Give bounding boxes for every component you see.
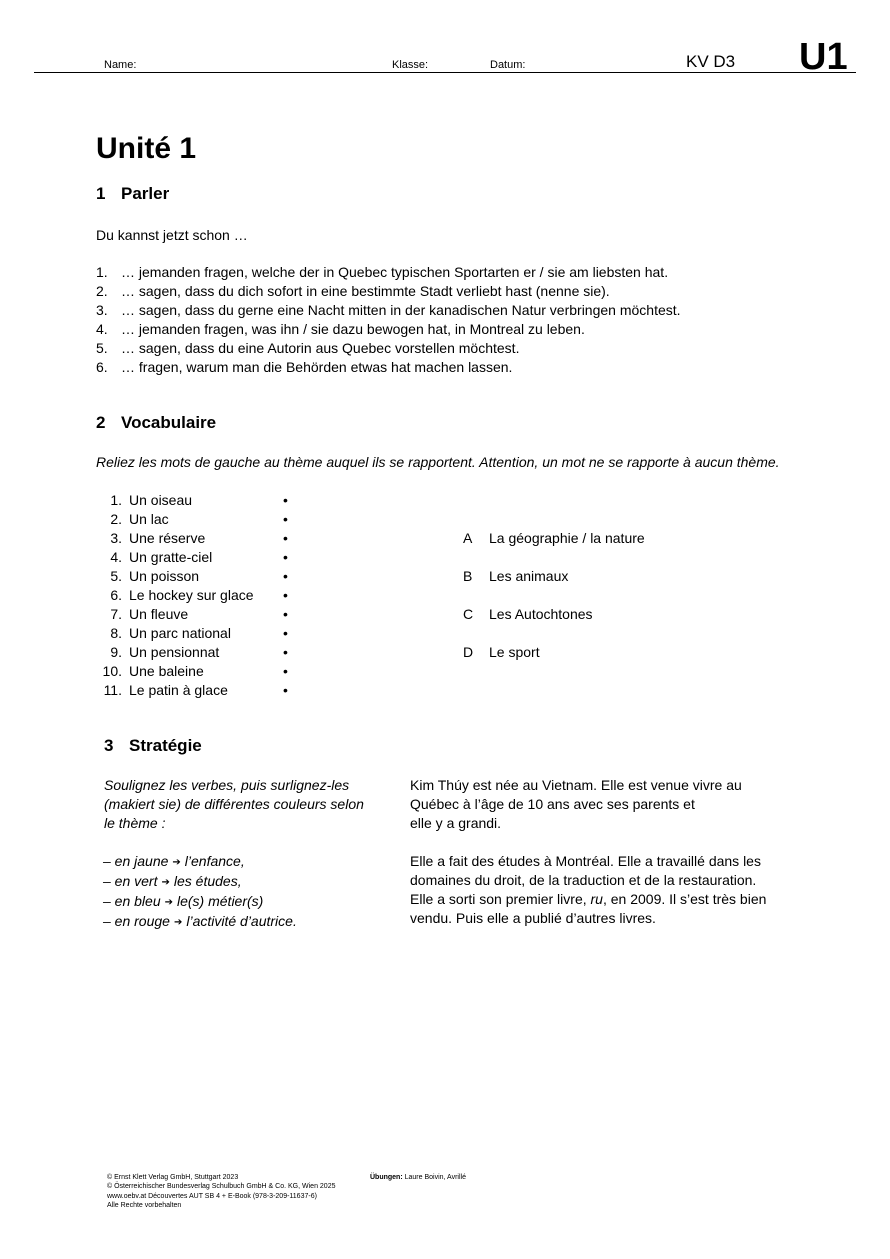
match-bullet[interactable]: • — [283, 663, 288, 679]
arrow-right-icon: ➔ — [161, 877, 170, 888]
vocab-word: 2. Un lac — [110, 511, 169, 527]
match-bullet[interactable]: • — [283, 644, 288, 660]
match-bullet[interactable]: • — [283, 511, 288, 527]
arrow-right-icon: ➔ — [173, 917, 183, 928]
theme-letter: C — [463, 606, 474, 622]
section-3-heading — [104, 736, 202, 756]
section-1-number: 1 — [96, 184, 106, 203]
page-title: Unité 1 — [96, 132, 197, 165]
section-2-heading — [96, 413, 216, 433]
vocab-word: 10. Une baleine — [102, 663, 204, 679]
list-item: 6. … fragen, warum man die Behörden etwas hat machen lassen. — [96, 359, 513, 375]
list-item: 1. … jemanden fragen, welche der in Quebec typischen Sportarten er / sie am liebsten hat. — [96, 264, 669, 280]
color-legend — [103, 852, 393, 932]
vocab-word: 7. Un fleuve — [110, 606, 189, 622]
text-paragraph-1[interactable]: Kim Thúy est née au Vietnam. Elle est venue vivre au Québec à l’âge de 10 ans avec ses parents et elle y a grandi. — [410, 777, 742, 831]
list-item: 4. … jemanden fragen, was ihn / sie dazu bewogen hat, in Montreal zu leben. — [96, 321, 585, 337]
section-3-number: 3 — [104, 736, 114, 755]
list-item: 3. … sagen, dass du gerne eine Nacht mitten in der kanadischen Natur verbringen möchtest. — [96, 302, 681, 318]
arrow-right-icon: ➔ — [164, 897, 173, 908]
theme-letter: A — [463, 530, 473, 546]
list-item: 5. … sagen, dass du eine Autorin aus Quebec vorstellen möchtest. — [96, 340, 520, 356]
vocab-word: 8. Un parc national — [110, 625, 231, 641]
footer-credits: Übungen: Laure Boivin, Avrillé — [370, 1174, 466, 1181]
class-label: Klasse: — [392, 59, 429, 71]
section-1-intro: Du kannst jetzt schon … — [96, 227, 248, 243]
match-bullet[interactable]: • — [283, 492, 288, 508]
worksheet-code: KV D3 — [686, 52, 736, 71]
date-label: Datum: — [490, 59, 526, 71]
theme-label[interactable]: La géographie / la nature — [489, 530, 645, 546]
arrow-right-icon: ➔ — [172, 857, 181, 868]
vocab-word: 9. Un pensionnat — [110, 644, 220, 660]
match-bullet[interactable]: • — [283, 530, 288, 546]
section-1-heading — [96, 184, 169, 204]
section-3-instruction: Soulignez les verbes, puis surlignez-les (makiert sie) de différentes couleurs selon le thème : — [104, 777, 364, 831]
match-bullet[interactable]: • — [283, 549, 288, 565]
footer-copyright: © Ernst Klett Verlag GmbH, Stuttgart 2023 © Österreichischer Bundesverlag Schulbuch GmbH & Co. KG, Wien 2025 www.oebv.at Découvertes AUT SB 4 + E-Book (978-3-209-11637-6) Alle Rechte vorbehalten — [107, 1174, 336, 1209]
match-bullet[interactable]: • — [283, 587, 288, 603]
text-paragraph-2[interactable]: Elle a fait des études à Montréal. Elle a travaillé dans les domaines du droit, de la traduction et de la restauration. Elle a sorti son premier livre, ru, en 2009. Il s’est très bien vendu. Puis elle a publié d’autres livres. — [410, 853, 767, 926]
match-bullet[interactable]: • — [283, 625, 288, 641]
name-label: Name: — [104, 59, 137, 71]
color-legend-item: – en rouge ➔ l’activité d’autrice. — [103, 913, 297, 929]
theme-letter: B — [463, 568, 473, 584]
match-bullet[interactable]: • — [283, 682, 288, 698]
book-title: ru — [590, 891, 603, 907]
section-1-title: Parler — [121, 184, 170, 203]
vocab-word: 3. Une réserve — [110, 530, 206, 546]
section-2-instruction: Reliez les mots de gauche au thème auquel ils se rapportent. Attention, un mot ne se rapporte à aucun thème. — [96, 454, 780, 470]
section-2-title: Vocabulaire — [121, 413, 217, 432]
match-bullet[interactable]: • — [283, 568, 288, 584]
vocab-word: 6. Le hockey sur glace — [110, 587, 254, 603]
theme-label[interactable]: Les Autochtones — [489, 606, 593, 622]
vocab-word: 1. Un oiseau — [110, 492, 193, 508]
color-legend-item: – en vert ➔ les études, — [103, 873, 242, 889]
color-legend-item: – en bleu ➔ le(s) métier(s) — [103, 893, 264, 909]
vocab-word: 11. Le patin à glace — [103, 682, 228, 698]
list-item: 2. … sagen, dass du dich sofort in eine bestimmte Stadt verliebt hast (nenne sie). — [96, 283, 610, 299]
color-legend-item: – en jaune ➔ l’enfance, — [103, 853, 245, 869]
section-3-title: Stratégie — [129, 736, 202, 755]
vocab-word: 4. Un gratte-ciel — [110, 549, 213, 565]
match-bullet[interactable]: • — [283, 606, 288, 622]
section-2-number: 2 — [96, 413, 106, 432]
theme-label[interactable]: Le sport — [489, 644, 540, 660]
theme-label[interactable]: Les animaux — [489, 568, 569, 584]
vocab-word: 5. Un poisson — [110, 568, 200, 584]
theme-letter: D — [463, 644, 474, 660]
unit-badge: U1 — [799, 36, 848, 78]
header-rule — [34, 72, 856, 73]
